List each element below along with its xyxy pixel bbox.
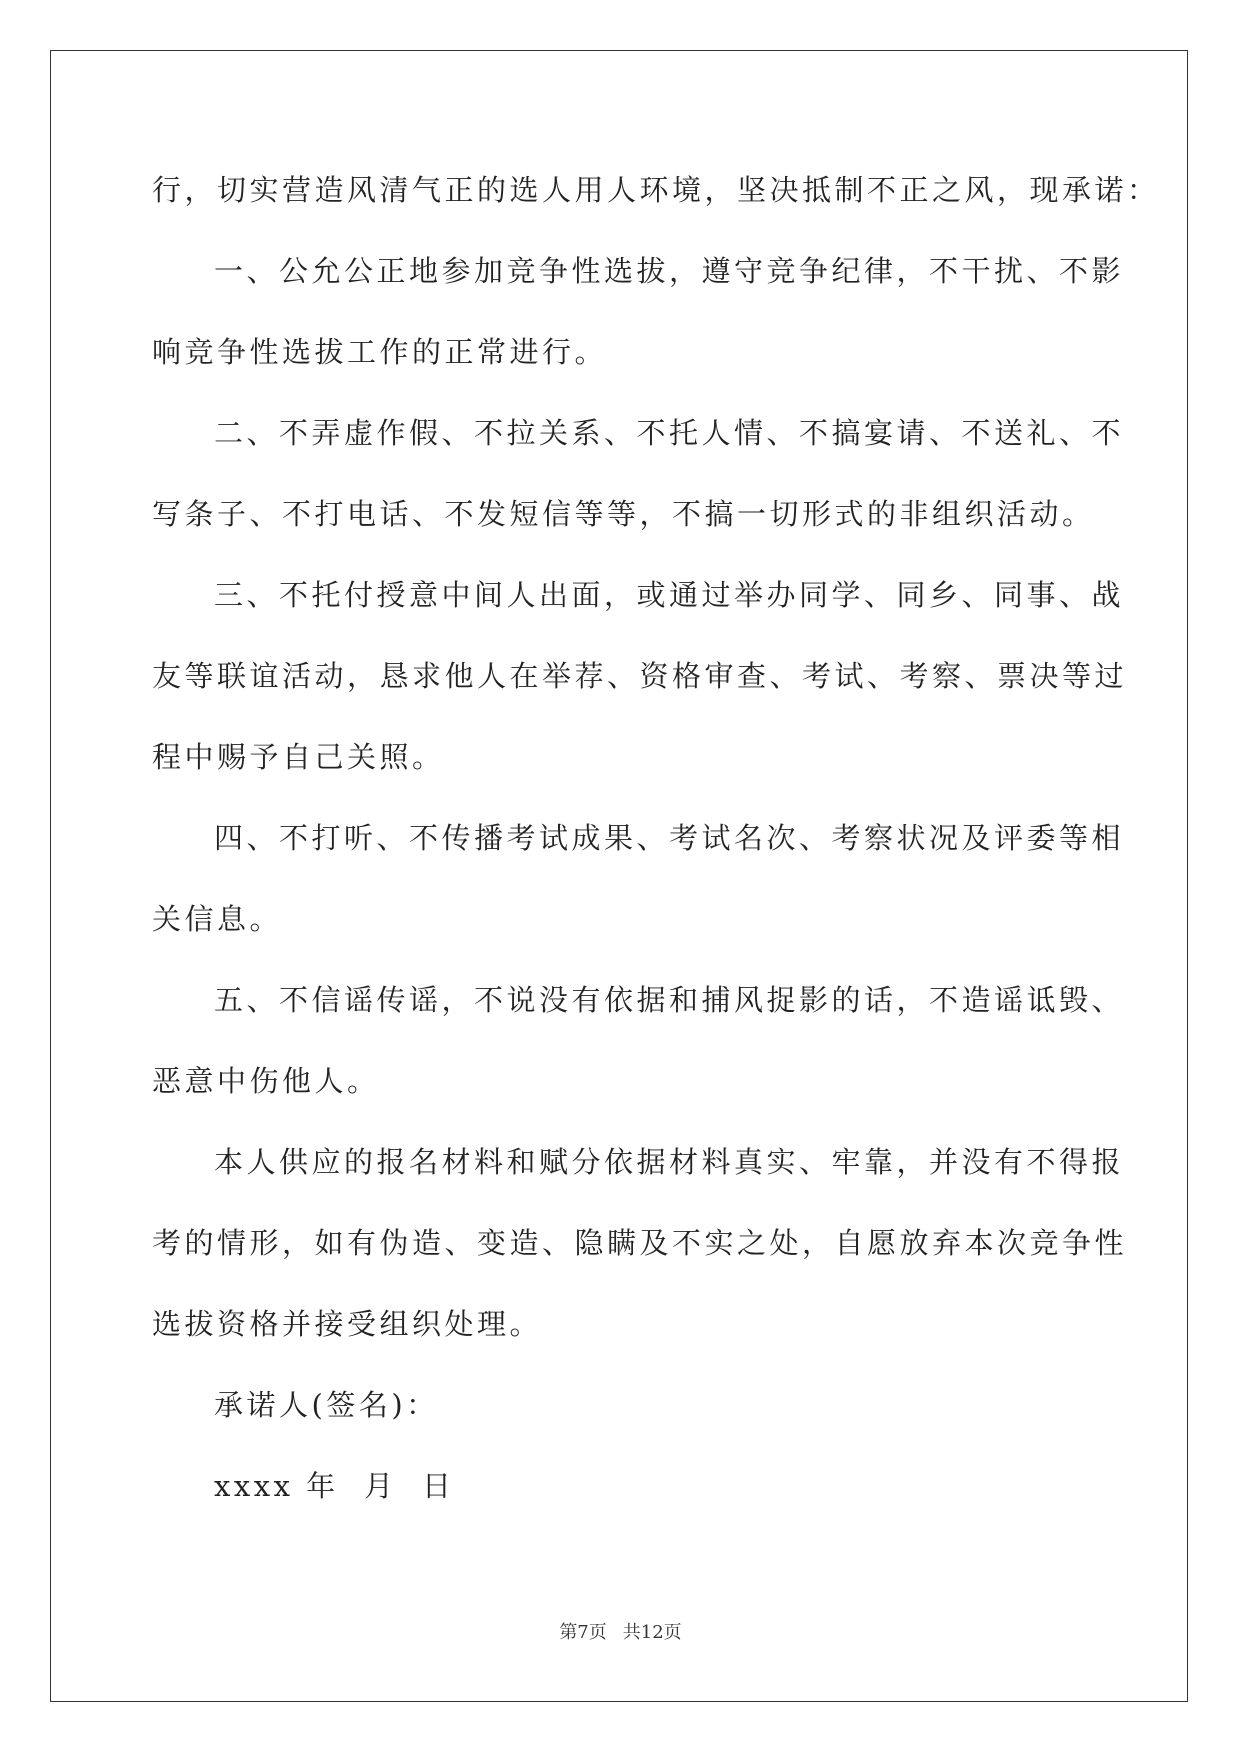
text-line-4: 二、不弄虚作假、不拉关系、不托人情、不搞宴请、不送礼、不: [214, 416, 1125, 450]
date-line: xxxx 年 月 日: [214, 1469, 455, 1503]
text-line-9: 四、不打听、不传播考试成果、考试名次、考察状况及评委等相: [214, 821, 1125, 855]
text-line-14: 考的情形，如有伪造、变造、隐瞒及不实之处，自愿放弃本次竞争性: [152, 1226, 1128, 1260]
signature-label: 承诺人(签名)：: [214, 1388, 439, 1422]
text-line-2: 一、公允公正地参加竞争性选拔，遵守竞争纪律，不干扰、不影: [214, 254, 1125, 288]
text-line-8: 程中赐予自己关照。: [152, 740, 445, 774]
text-line-10: 关信息。: [152, 902, 283, 936]
text-line-12: 恶意中伤他人。: [152, 1064, 380, 1098]
text-line-1: 行，切实营造风清气正的选人用人环境，坚决抵制不正之风，现承诺：: [152, 173, 1160, 207]
text-line-13: 本人供应的报名材料和赋分依据材料真实、牢靠，并没有不得报: [214, 1145, 1125, 1179]
page-footer: [0, 1618, 1241, 1644]
text-line-7: 友等联谊活动，恳求他人在举荐、资格审查、考试、考察、票决等过: [152, 659, 1128, 693]
text-line-6: 三、不托付授意中间人出面，或通过举办同学、同乡、同事、战: [214, 578, 1125, 612]
text-line-3: 响竞争性选拔工作的正常进行。: [152, 335, 608, 369]
page-number: 第7页: [559, 1622, 607, 1643]
page-total: 共12页: [622, 1622, 682, 1643]
text-line-11: 五、不信谣传谣，不说没有依据和捕风捉影的话，不造谣诋毁、: [214, 983, 1125, 1017]
document-body: [152, 150, 1160, 1527]
text-line-15: 选拔资格并接受组织处理。: [152, 1307, 543, 1341]
text-line-5: 写条子、不打电话、不发短信等等，不搞一切形式的非组织活动。: [152, 497, 1095, 531]
